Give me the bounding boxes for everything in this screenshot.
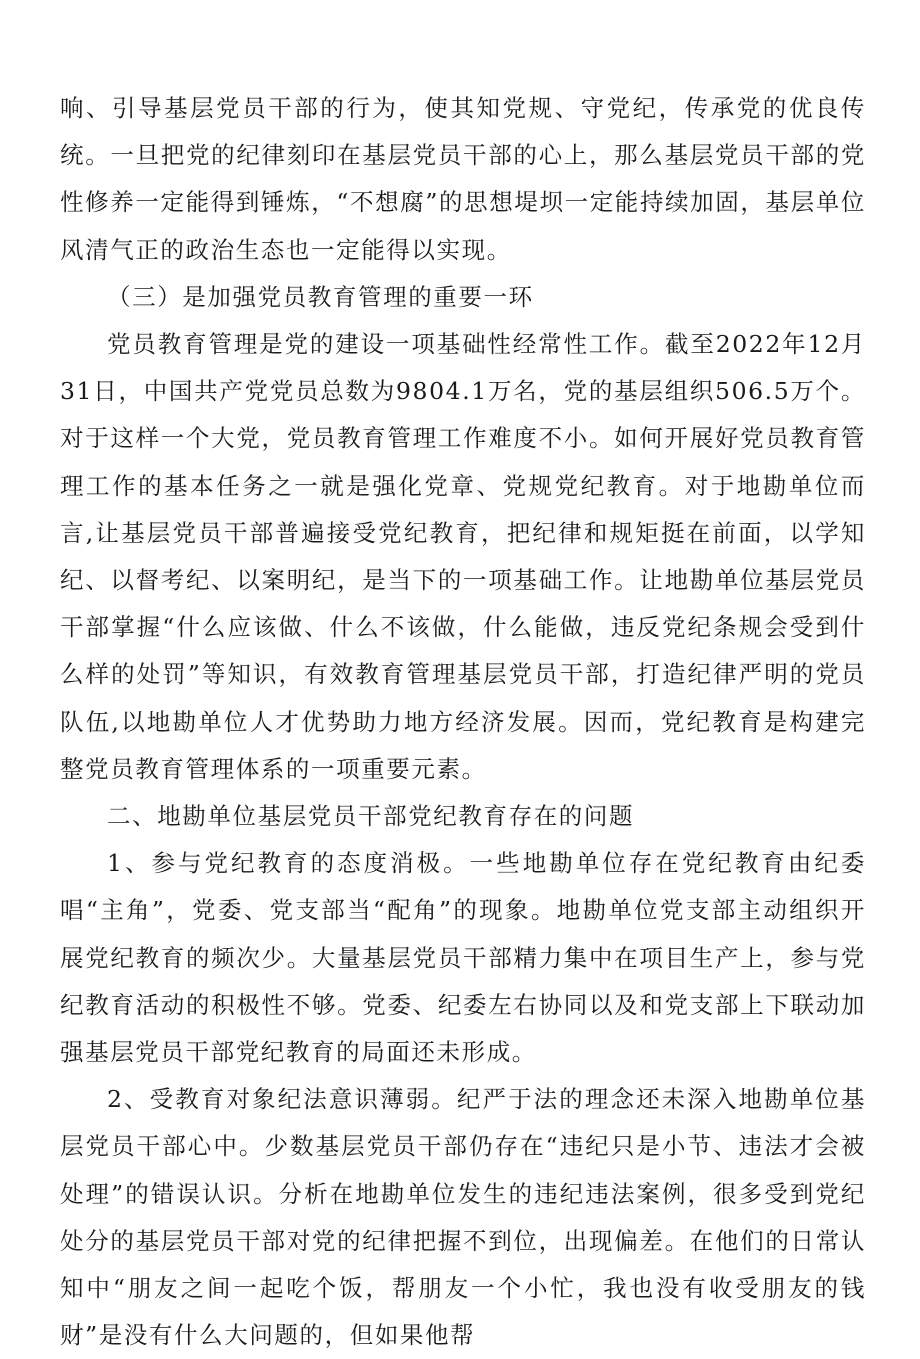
document-page xyxy=(60,85,866,1359)
paragraph-problem-2: 2、受教育对象纪法意识薄弱。纪严于法的理念还未深入地勘单位基层党员干部心中。少数基层党员干部仍存在“违纪只是小节、违法才会被处理”的错误认识。分析在地勘单位发生的违纪违法案例，很多受到党纪处分的基层党员干部对党的纪律把握不到位，出现偏差。在他们的日常认知中“朋友之间一起吃个饭，帮朋友一个小忙，我也没有收受朋友的钱财”是没有什么大问题的，但如果他帮 xyxy=(60,1085,866,1350)
section-heading-3: （三）是加强党员教育管理的重要一环 xyxy=(107,282,534,311)
paragraph-continuation: 响、引导基层党员干部的行为，使其知党规、守党纪，传承党的优良传统。一旦把党的纪律刻印在基层党员干部的心上，那么基层党员干部的党性修养一定能得到锤炼，“不想腐”的思想堤坝一定能持续加固，基层单位风清气正的政治生态也一定能得以实现。 xyxy=(60,94,866,264)
paragraph-party-member-education: 党员教育管理是党的建设一项基础性经常性工作。截至2022年12月31日，中国共产党党员总数为9804.1万名，党的基层组织506.5万个。对于这样一个大党，党员教育管理工作难度不小。如何开展好党员教育管理工作的基本任务之一就是强化党章、党规党纪教育。对于地勘单位而言,让基层党员干部普遍接受党纪教育，把纪律和规矩挺在前面，以学知纪、以督考纪、以案明纪，是当下的一项基础工作。让地勘单位基层党员干部掌握“什么应该做、什么不该做，什么能做，违反党纪条规会受到什么样的处罚”等知识，有效教育管理基层党员干部，打造纪律严明的党员队伍,以地勘单位人才优势助力地方经济发展。因而，党纪教育是构建完整党员教育管理体系的一项重要元素。 xyxy=(60,330,866,783)
paragraph-problem-1: 1、参与党纪教育的态度消极。一些地勘单位存在党纪教育由纪委唱“主角”，党委、党支部当“配角”的现象。地勘单位党支部主动组织开展党纪教育的频次少。大量基层党员干部精力集中在项目生产上，参与党纪教育活动的积极性不够。党委、纪委左右协同以及和党支部上下联动加强基层党员干部党纪教育的局面还未形成。 xyxy=(60,849,866,1067)
section-heading-problems: 二、地勘单位基层党员干部党纪教育存在的问题 xyxy=(107,802,635,831)
